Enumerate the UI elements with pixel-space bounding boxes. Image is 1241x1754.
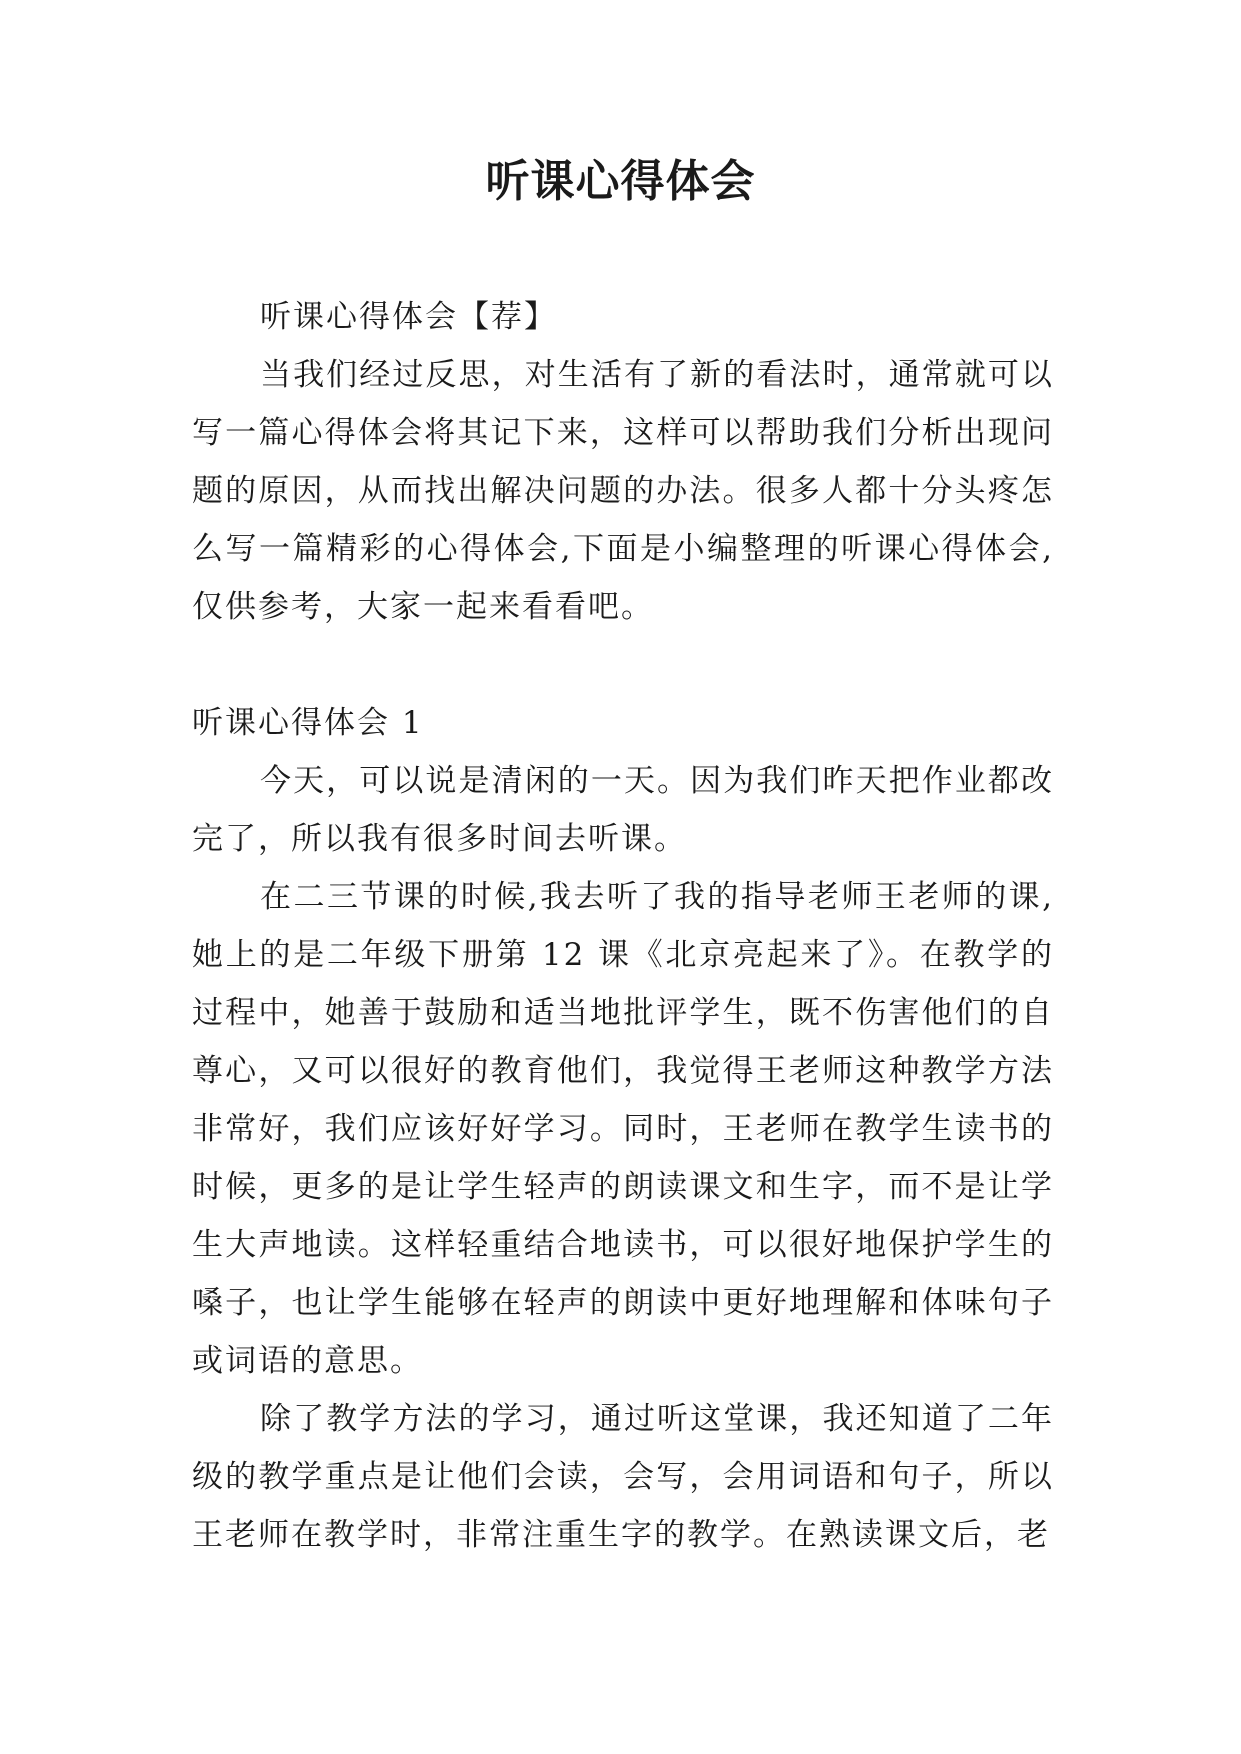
intro-paragraph: 当我们经过反思，对生活有了新的看法时，通常就可以写一篇心得体会将其记下来，这样可以帮助我们分析出现问题的原因，从而找出解决问题的办法。很多人都十分头疼怎么写一篇精彩的心得体会,下面是小编整理的听课心得体会,仅供参考，大家一起来看看吧。 <box>192 357 1054 625</box>
body-paragraph-2: 在二三节课的时候,我去听了我的指导老师王老师的课,她上的是二年级下册第 12 课《北京亮起来了》。在教学的过程中，她善于鼓励和适当地批评学生，既不伤害他们的自尊心，又可以很好的教育他们，我觉得王老师这种教学方法非常好，我们应该好好学习。同时，王老师在教学生读书的时候，更多的是让学生轻声的朗读课文和生字，而不是让学生大声地读。这样轻重结合地读书，可以很好地保护学生的嗓子，也让学生能够在轻声的朗读中更好地理解和体味句子或词语的意思。 <box>192 879 1054 1379</box>
document-title: 听课心得体会 <box>485 156 756 207</box>
body-paragraph-1: 今天，可以说是清闲的一天。因为我们昨天把作业都改完了，所以我有很多时间去听课。 <box>192 763 1054 857</box>
body-paragraph-3: 除了教学方法的学习，通过听这堂课，我还知道了二年级的教学重点是让他们会读，会写，会用词语和句子，所以王老师在教学时，非常注重生字的教学。在熟读课文后，老 <box>192 1401 1054 1553</box>
section-heading: 听课心得体会 1 <box>192 705 424 741</box>
document-subtitle: 听课心得体会【荐】 <box>260 299 557 335</box>
document-body <box>192 288 1054 1564</box>
